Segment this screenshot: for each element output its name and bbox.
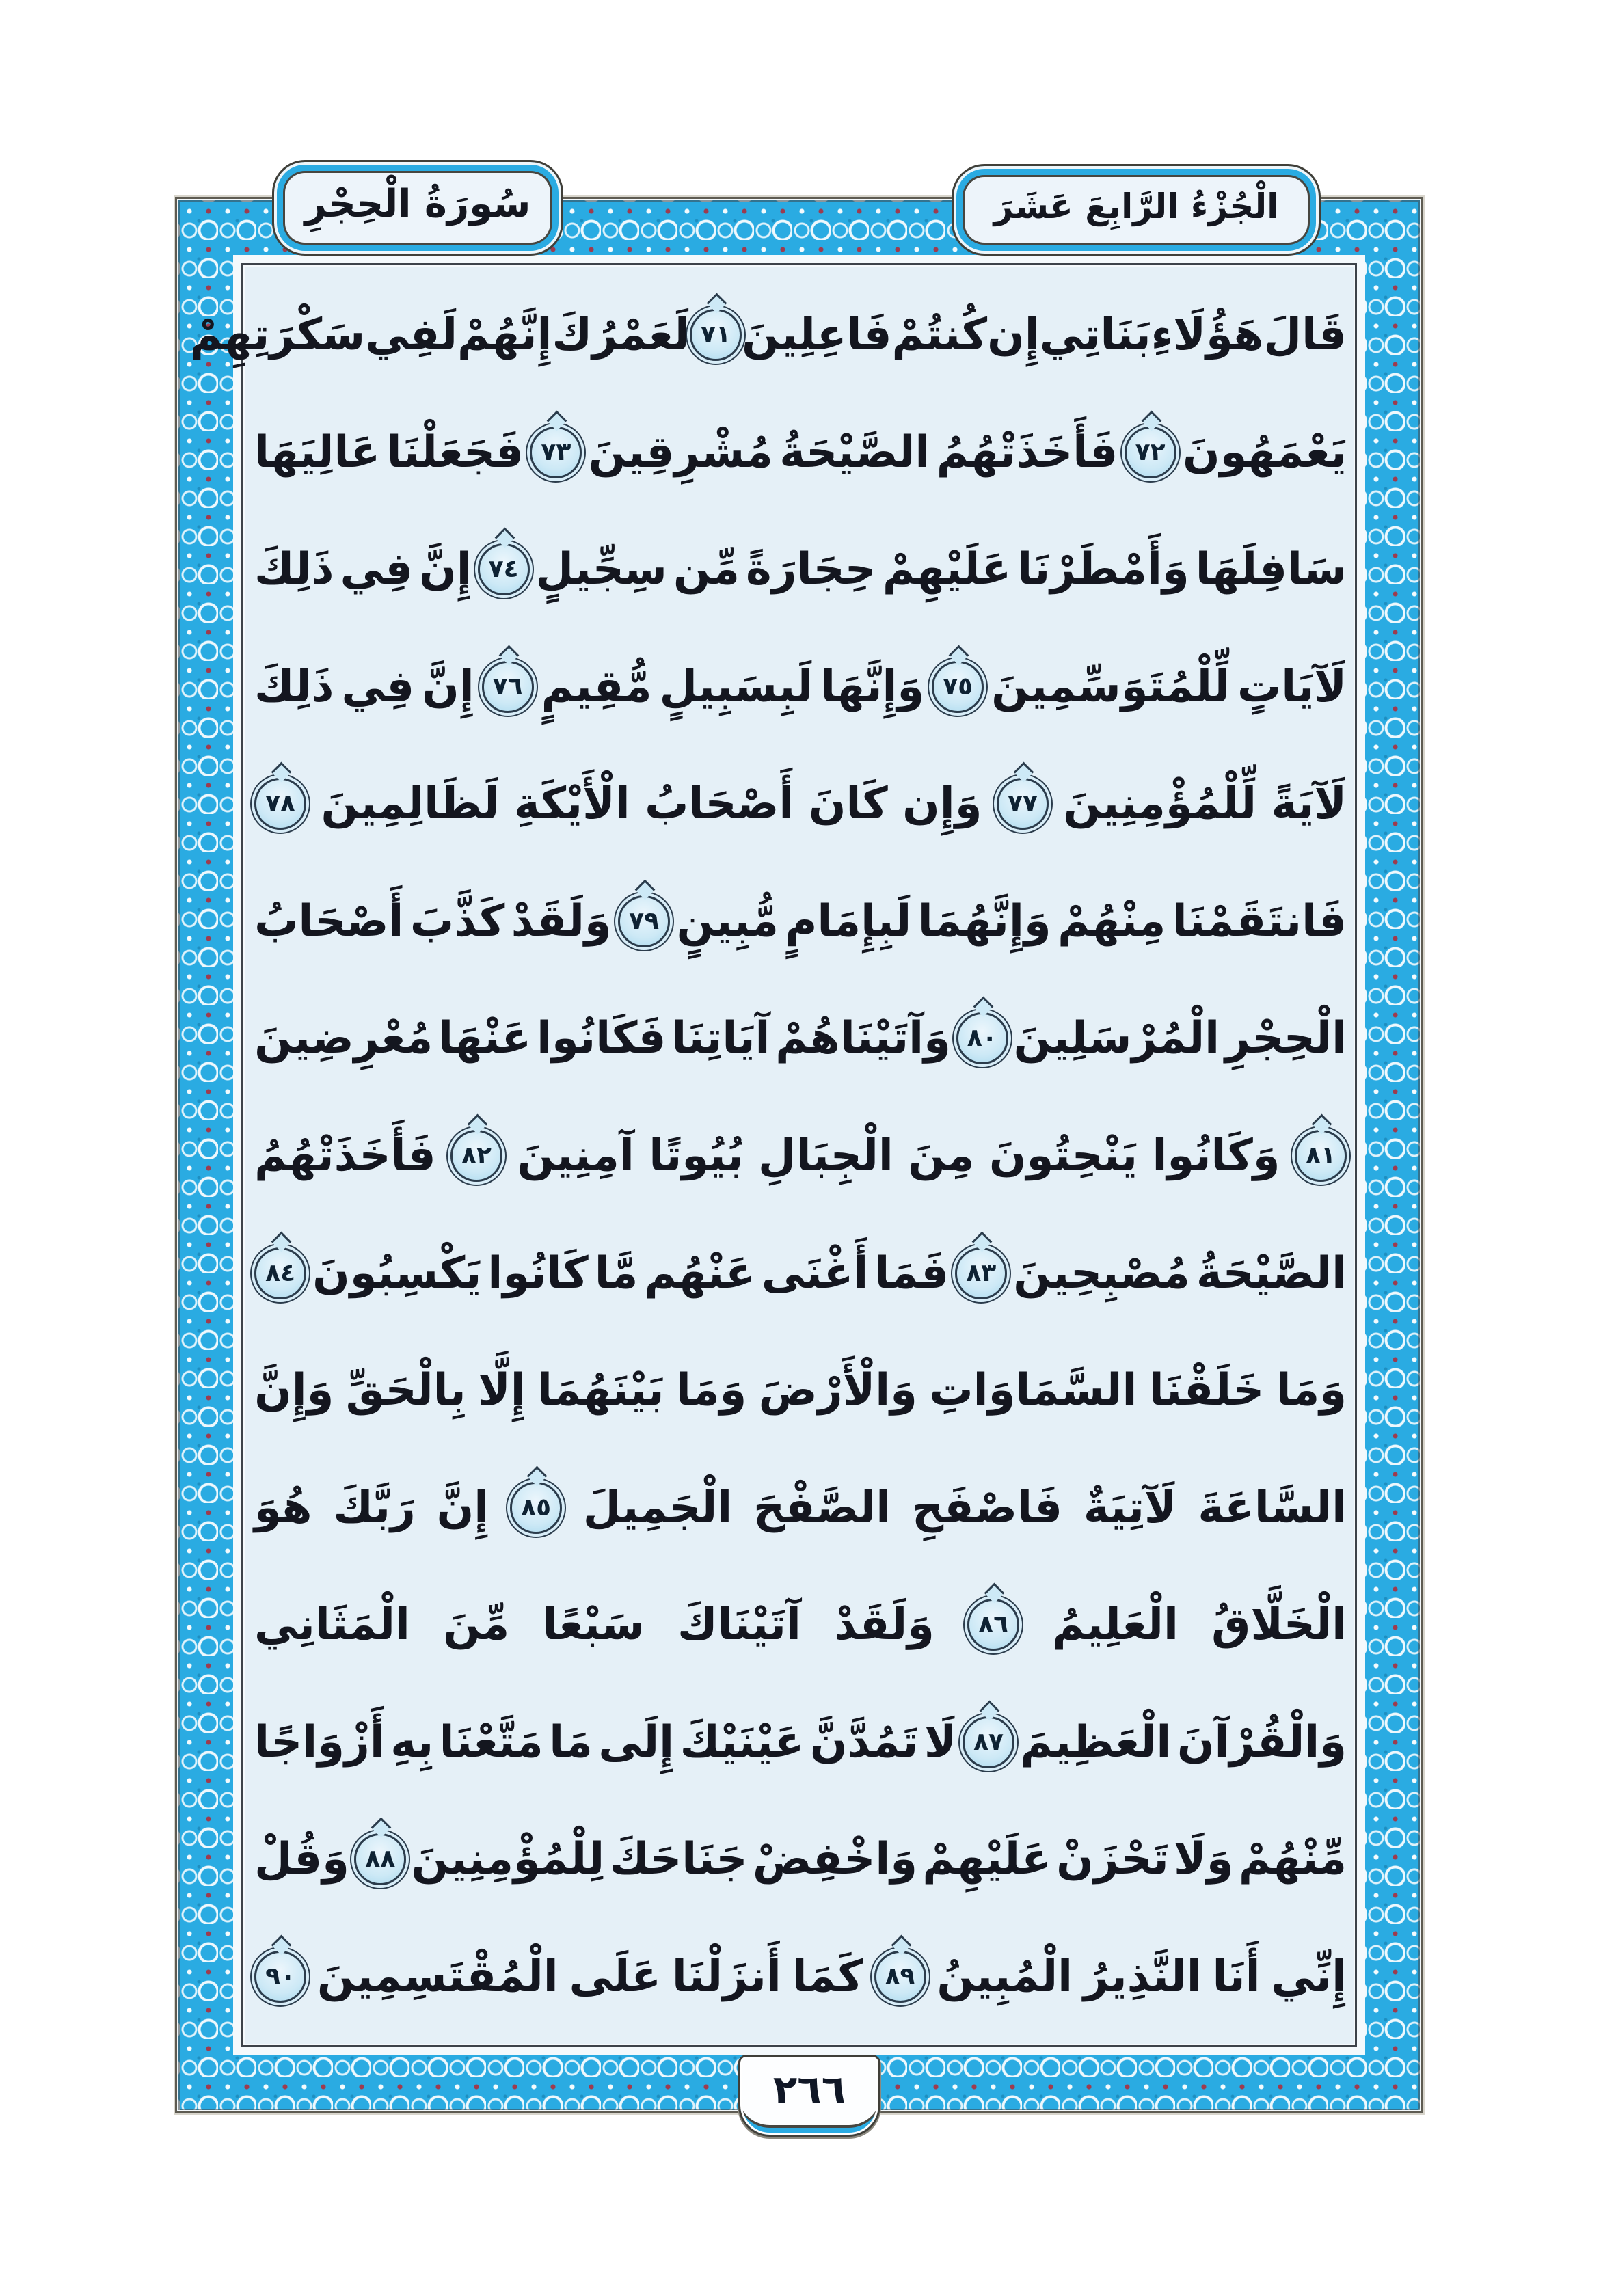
quran-word: إِنِّي [1271, 1951, 1347, 2002]
ayah-number: ٧٤ [488, 555, 519, 584]
quran-line [254, 1098, 1347, 1213]
quran-word: وَلَا [1174, 1834, 1234, 1885]
quran-word: هَؤُلَاءِ [1151, 310, 1264, 360]
quran-word: إِنَّ [422, 661, 474, 712]
quran-word: فَجَعَلْنَا [386, 427, 524, 478]
quran-word: الْمُبِينُ [937, 1951, 1073, 2002]
quran-word: جَنَاحَكَ [609, 1834, 748, 1885]
quran-line [254, 981, 1347, 1096]
quran-word: الْجِبَالِ [758, 1130, 893, 1181]
ayah-marker [482, 661, 534, 713]
ayah-number: ٧٧ [1007, 789, 1038, 818]
ayah-number: ٧٦ [492, 672, 523, 701]
quran-word: وَلَقَدْ [834, 1599, 934, 1651]
quran-word: فِي [341, 661, 415, 712]
quran-word: لَآيَاتٍ [1237, 661, 1347, 712]
ayah-number: ٧٣ [541, 437, 571, 466]
quran-word: ذَلِكَ [254, 661, 334, 712]
quran-word: آيَاتِنَا [671, 1013, 770, 1064]
ayah-number: ٨٠ [967, 1024, 997, 1053]
quran-word: حِجَارَةً [745, 544, 876, 595]
quran-word: أَزْوَاجًا [254, 1716, 385, 1768]
quran-word: آتَيْنَاكَ [677, 1599, 801, 1651]
quran-word: خَلَقْنَا [1148, 1365, 1265, 1416]
juz-name-label: الْجُزْءُ الرَّابِعَ عَشَرَ [993, 187, 1279, 226]
quran-line [254, 1216, 1347, 1331]
quran-word: تَحْزَنْ [1056, 1834, 1169, 1885]
quran-word: بَنَاتِي [1039, 310, 1151, 360]
quran-line [254, 1450, 1347, 1565]
quran-word: سَبْعًا [542, 1599, 645, 1651]
quran-word: الْمَثَانِي [254, 1599, 410, 1651]
quran-word: السَّمَاوَاتِ [929, 1365, 1138, 1416]
quran-word: تَمُدَّنَّ [809, 1716, 919, 1768]
quran-word: كَانُوا [487, 1247, 589, 1299]
quran-line [254, 1567, 1347, 1682]
quran-word: لِّلْمُؤْمِنِينَ [1063, 779, 1257, 830]
quran-word: وَقُلْ [254, 1834, 349, 1885]
quran-word: السَّاعَةَ [1198, 1482, 1347, 1533]
ayah-marker [874, 1951, 926, 2003]
quran-word: مِنَ [908, 1130, 975, 1181]
quran-word: فَأَخَذَتْهُمُ [936, 427, 1118, 478]
quran-word: مُّبِينٍ [676, 895, 779, 947]
quran-lines [189, 278, 1347, 2034]
ayah-marker [254, 1247, 306, 1299]
quran-word: أَنَا [1212, 1951, 1261, 2002]
quran-word: رَبَّكَ [333, 1482, 416, 1533]
ayah-marker [1295, 1130, 1347, 1182]
quran-word: الْمُرْسَلِينَ [1013, 1013, 1220, 1064]
quran-word: النَّذِيرُ [1083, 1951, 1202, 2002]
ayah-marker [956, 1012, 1008, 1064]
quran-word: مَتَّعْنَا [439, 1716, 543, 1768]
quran-line [254, 864, 1347, 979]
quran-word: وَالْقُرْآنَ [1176, 1716, 1347, 1768]
ayah-marker [1125, 427, 1176, 478]
quran-word: وَلَقَدْ [511, 895, 612, 947]
quran-word: لَبِإِمَامٍ [785, 895, 912, 947]
quran-word: الْعَظِيمَ [1020, 1716, 1172, 1768]
quran-word: يَعْمَهُونَ [1182, 427, 1347, 478]
quran-word: أَصْحَابُ [254, 895, 404, 947]
quran-word: بِالْحَقِّ [345, 1365, 466, 1416]
quran-word: وَمَا [1276, 1365, 1347, 1416]
quran-word: الصَّيْحَةُ [1196, 1247, 1347, 1299]
quran-word: فَاعِلِينَ [741, 310, 892, 360]
quran-word: الْأَيْكَةِ [514, 779, 630, 830]
ayah-marker [997, 778, 1049, 830]
surah-name-label: سُورَةُ الْحِجْرِ [304, 182, 531, 226]
quran-word: أَصْحَابُ [645, 779, 794, 830]
ayah-number: ٨٤ [265, 1258, 296, 1287]
quran-word: أَغْنَى [761, 1247, 869, 1299]
quran-word: عَالِيَهَا [254, 427, 381, 478]
quran-word: كُنتُمْ [891, 310, 988, 360]
quran-word: مُشْرِقِينَ [588, 427, 773, 478]
quran-word: الْجَمِيلَ [582, 1482, 733, 1533]
ayah-marker [450, 1130, 502, 1182]
quran-line [254, 746, 1347, 861]
quran-word: بُيُوتًا [649, 1130, 744, 1181]
ayah-number: ٨٩ [885, 1962, 915, 1990]
quran-word: سِجِّيلٍ [535, 544, 667, 595]
quran-word: مُّقِيمٍ [541, 661, 652, 712]
quran-word: كَذَّبَ [409, 895, 505, 947]
ayah-marker [530, 427, 582, 478]
quran-word: وَإِنَّ [254, 1365, 334, 1416]
quran-word: مِّنْهُمْ [1238, 1834, 1347, 1885]
ayah-marker [932, 661, 984, 713]
ayah-number: ٧٩ [629, 906, 660, 935]
quran-word: هُوَ [254, 1482, 312, 1533]
quran-word: لِّلْمُتَوَسِّمِينَ [991, 661, 1230, 712]
quran-word: لَا [924, 1716, 957, 1768]
quran-word: مَا [549, 1716, 593, 1768]
quran-word: أَنزَلْنَا [671, 1951, 781, 2002]
page-number-label: ٢٦٦ [772, 2066, 846, 2113]
quran-word: مِّنَ [443, 1599, 510, 1651]
surah-name-tab [272, 160, 563, 256]
quran-line [254, 630, 1347, 744]
quran-word: سَافِلَهَا [1195, 544, 1347, 595]
quran-word: وَإِنَّهُمَا [917, 895, 1051, 947]
ayah-marker [618, 895, 670, 947]
quran-word: لَآتِيَةٌ [1083, 1482, 1177, 1533]
ayah-number: ٨١ [1306, 1141, 1336, 1170]
quran-word: إِلَّا [478, 1365, 526, 1416]
quran-word: وَمَا [675, 1365, 747, 1416]
quran-word: إِنَّ [436, 1482, 489, 1533]
quran-word: الصَّفْحَ [753, 1482, 891, 1533]
quran-word: إِلَى [598, 1716, 675, 1768]
ayah-marker [955, 1247, 1007, 1299]
quran-word: الْحِجْرِ [1224, 1013, 1347, 1064]
quran-word: قَالَ [1263, 310, 1347, 360]
quran-word: مِنْهُمْ [1058, 895, 1166, 947]
ayah-marker [478, 543, 530, 595]
quran-word: يَكْسِبُونَ [312, 1247, 482, 1299]
ayah-number: ٨٨ [365, 1845, 396, 1874]
quran-word: الصَّيْحَةُ [779, 427, 930, 478]
ayah-number: ٧٢ [1135, 437, 1166, 466]
quran-word: آمِنِينَ [517, 1130, 634, 1181]
quran-word: عَلَى [569, 1951, 662, 2002]
quran-word: الْمُقْتَسِمِينَ [317, 1951, 559, 2002]
quran-word: لَعَمْرُكَ [552, 310, 690, 360]
quran-word: وَآتَيْنَاهُمْ [775, 1013, 951, 1064]
quran-word: سَكْرَتِهِمْ [189, 310, 366, 360]
quran-word: فَمَا [874, 1247, 950, 1299]
quran-word: الْخَلَّاقُ [1211, 1599, 1347, 1651]
ayah-marker [254, 778, 306, 830]
quran-word: مُصْبِحِينَ [1013, 1247, 1190, 1299]
quran-word: عَنْهَا [438, 1013, 532, 1064]
ayah-marker [254, 1951, 306, 2003]
ayah-number: ٨٧ [973, 1727, 1004, 1756]
quran-word: فَأَخَذَتْهُمُ [254, 1130, 436, 1181]
quran-word: إِن [987, 310, 1040, 360]
quran-word: لَظَالِمِينَ [321, 779, 500, 830]
ayah-marker [354, 1833, 406, 1885]
quran-word: كَمَا [792, 1951, 863, 2002]
quran-line [254, 395, 1347, 510]
quran-word: وَإِنَّهَا [820, 661, 925, 712]
quran-line [189, 278, 1347, 392]
quran-word: بَيْنَهُمَا [537, 1365, 664, 1416]
quran-word: لَفِي [365, 310, 458, 360]
quran-line [254, 512, 1347, 627]
quran-line [254, 1685, 1347, 1800]
quran-word: فِي [340, 544, 414, 595]
ayah-marker [963, 1716, 1014, 1768]
quran-word: وَاخْفِضْ [752, 1834, 918, 1885]
juz-name-tab [952, 164, 1321, 256]
quran-word: عَلَيْهِمْ [882, 544, 1012, 595]
ayah-number: ٧١ [701, 321, 731, 349]
quran-word: لِلْمُؤْمِنِينَ [411, 1834, 605, 1885]
ayah-number: ٨٥ [521, 1493, 552, 1522]
ayah-number: ٨٣ [966, 1258, 997, 1287]
quran-word: فَاصْفَحِ [912, 1482, 1063, 1533]
ayah-number: ٧٨ [265, 789, 296, 818]
quran-word: مَّا [594, 1247, 638, 1299]
ayah-number: ٧٥ [943, 672, 973, 701]
ayah-number: ٨٦ [978, 1610, 1009, 1639]
ayah-number: ٨٢ [461, 1141, 492, 1170]
quran-word: إِنَّ [419, 544, 472, 595]
quran-line [254, 1333, 1347, 1448]
ayah-marker [690, 309, 742, 361]
quran-word: مِّن [673, 544, 740, 595]
ayah-number: ٩٠ [265, 1962, 296, 1990]
quran-word: فَانتَقَمْنَا [1172, 895, 1347, 947]
quran-line [254, 1919, 1347, 2034]
quran-word: وَأَمْطَرْنَا [1017, 544, 1189, 595]
quran-word: فَكَانُوا [537, 1013, 667, 1064]
quran-word: بِهِ [390, 1716, 434, 1768]
quran-word: عَلَيْهِمْ [922, 1834, 1051, 1885]
ayah-marker [510, 1482, 562, 1534]
quran-word: إِنَّهُمْ [457, 310, 552, 360]
quran-word: ذَلِكَ [254, 544, 334, 595]
quran-word: وَالْأَرْضَ [758, 1365, 917, 1416]
quran-word: مُعْرِضِينَ [254, 1013, 433, 1064]
quran-line [254, 1802, 1347, 1917]
quran-word: وَكَانُوا [1152, 1130, 1280, 1181]
quran-word: لَآيَةً [1271, 779, 1347, 830]
quran-word: عَنْهُم [644, 1247, 755, 1299]
quran-word: لَبِسَبِيلٍ [659, 661, 813, 712]
quran-word: عَيْنَيْكَ [680, 1716, 805, 1768]
page-number-tab [738, 2055, 880, 2137]
quran-word: وَإِن [902, 779, 982, 830]
ayah-marker [967, 1599, 1019, 1651]
quran-word: الْعَلِيمُ [1052, 1599, 1179, 1651]
quran-word: يَنْحِتُونَ [988, 1130, 1138, 1181]
quran-word: كَانَ [808, 779, 888, 830]
